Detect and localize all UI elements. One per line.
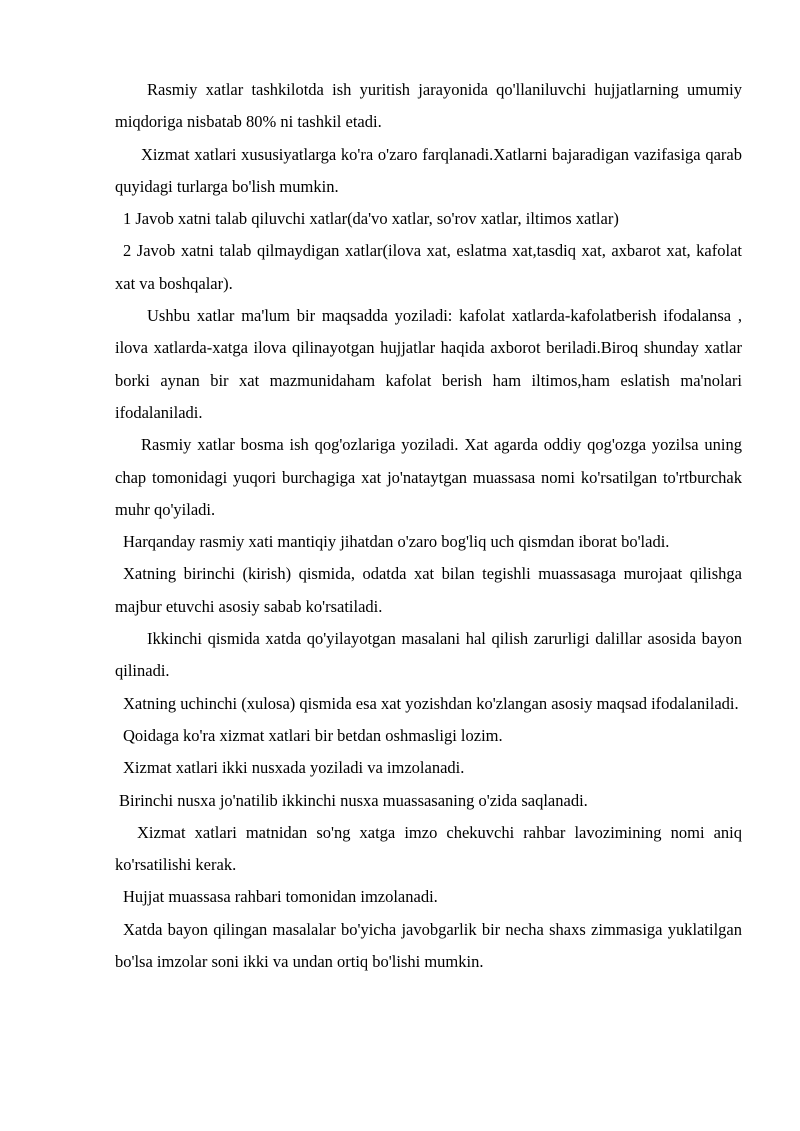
paragraph-signatory-title: Xizmat xatlari matnidan so'ng xatga imzo chekuvchi rahbar lavozimining nomi aniq ko'rsatilishi kerak. (115, 822, 742, 875)
document-body (115, 74, 742, 978)
paragraph-first-part: Xatning birinchi (kirish) qismida, odatda xat bilan tegishli muassasaga murojaat qilishga majbur etuvchi asosiy sabab ko'rsatiladi. (115, 564, 742, 616)
paragraph-reply-not-required: 2 Javob xatni talab qilmaydigan xatlar(ilova xat, eslatma xat,tasdiq xat, axbarot xat, kafolat xat va boshqalar). (115, 241, 742, 293)
paragraph-third-part: Xatning uchinchi (xulosa) qismida esa xat yozishdan ko'zlangan asosiy maqsad ifodalaniladi. (123, 693, 739, 713)
paragraph-copy-storage: Birinchi nusxa jo'natilib ikkinchi nusxa muassasaning o'zida saqlanadi. (119, 790, 588, 810)
paragraph-letter-types-intro: Xizmat xatlari xususiyatlarga ko'ra o'zaro farqlanadi.Xatlarni bajaradigan vazifasiga qarab quyidagi turlarga bo'lish mumkin. (115, 144, 742, 196)
paragraph-two-copies: Xizmat xatlari ikki nusxada yoziladi va imzolanadi. (123, 758, 465, 778)
paragraph-letterhead: Rasmiy xatlar bosma ish qog'ozlariga yoziladi. Xat agarda oddiy qog'ozga yozilsa uning chap tomonidagi yuqori burchagiga xat jo'nataytgan muassasa nomi ko'rsatilgan to'rtburchak muhr qo'yiladi. (115, 435, 742, 519)
paragraph-head-signs: Hujjat muassasa rahbari tomonidan imzolanadi. (123, 887, 438, 907)
paragraph-three-parts: Harqanday rasmiy xati mantiqiy jihatdan o'zaro bog'liq uch qismdan iborat bo'ladi. (123, 532, 670, 552)
paragraph-second-part: Ikkinchi qismida xatda qo'yilayotgan masalani hal qilish zarurligi dalillar asosida bayon qilinadi. (115, 629, 742, 681)
paragraph-multiple-signatures: Xatda bayon qilingan masalalar bo'yicha javobgarlik bir necha shaxs zimmasiga yuklatilgan bo'lsa imzolar soni ikki va undan ortiq bo'lishi mumkin. (115, 919, 742, 972)
paragraph-reply-required: 1 Javob xatni talab qiluvchi xatlar(da'vo xatlar, so'rov xatlar, iltimos xatlar) (123, 209, 619, 229)
paragraph-letter-purpose: Ushbu xatlar ma'lum bir maqsadda yoziladi: kafolat xatlarda-kafolatberish ifodalansa , ilova xatlarda-xatga ilova qilinayotgan hujjatlar haqida axborot beriladi.Biroq shunday xatlar borki aynan bir xat mazmunidaham kafolat berish ham iltimos,ham eslatish ma'nolari ifodalaniladi. (115, 306, 742, 422)
paragraph-official-letters-share: Rasmiy xatlar tashkilotda ish yuritish jarayonida qo'llaniluvchi hujjatlarning umumiy miqdoriga nisbatab 80% ni tashkil etadi. (115, 80, 742, 132)
paragraph-one-page-rule: Qoidaga ko'ra xizmat xatlari bir betdan oshmasligi lozim. (123, 725, 503, 745)
